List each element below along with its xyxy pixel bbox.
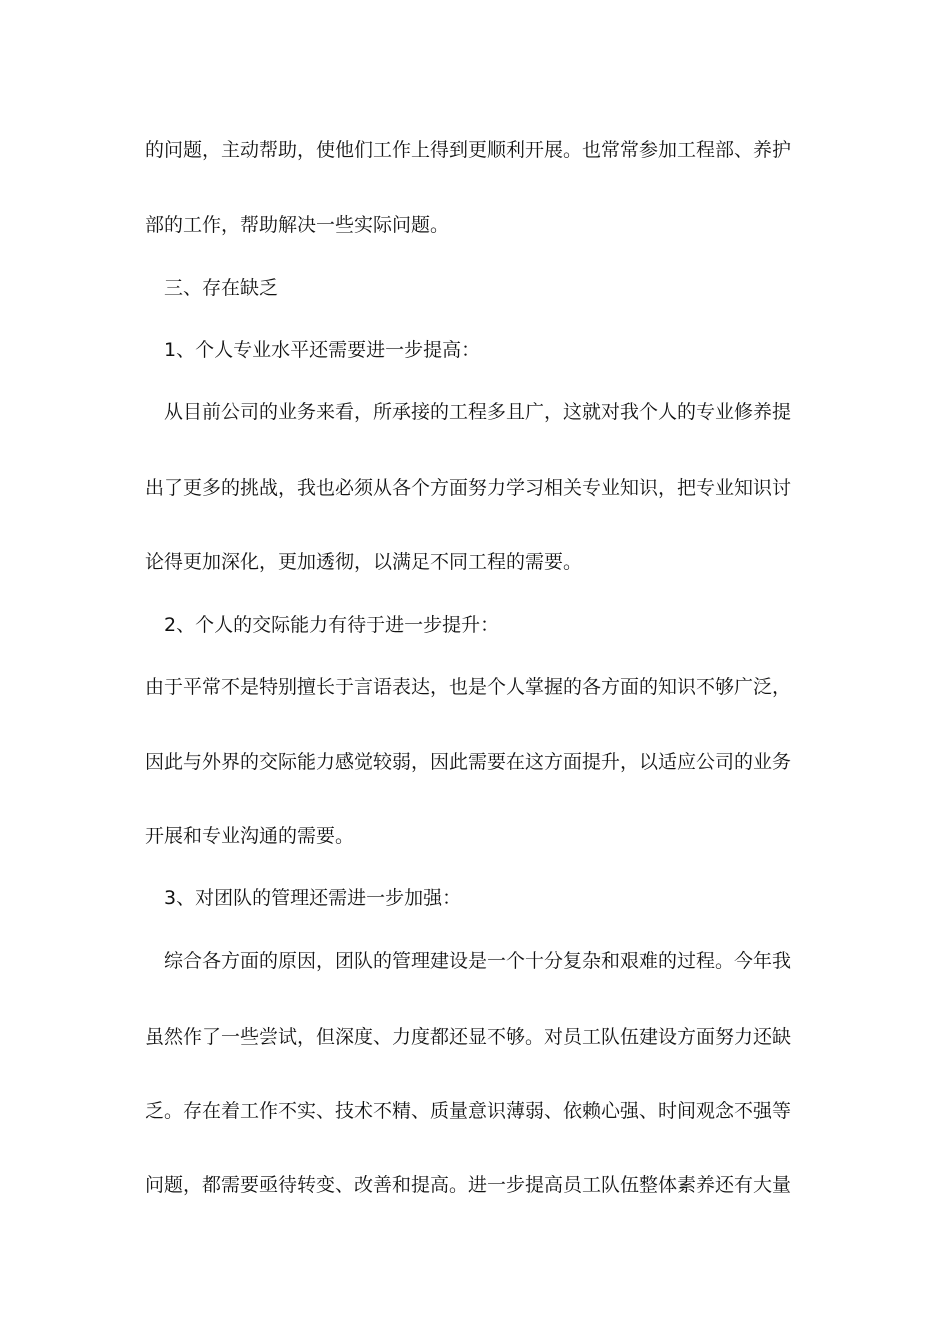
subsection-heading: 2、个人的交际能力有待于进一步提升： (164, 614, 500, 636)
paragraph-line: 由于平常不是特别擅长于言语表达，也是个人掌握的各方面的知识不够广泛， (145, 676, 792, 698)
paragraph-line: 综合各方面的原因，团队的管理建设是一个十分复杂和艰难的过程。今年我 (164, 950, 792, 972)
subsection-heading: 1、个人专业水平还需要进一步提高： (164, 339, 481, 361)
paragraph-line: 虽然作了一些尝试，但深度、力度都还显不够。对员工队伍建设方面努力还缺 (145, 1026, 792, 1048)
paragraph-line: 因此与外界的交际能力感觉较弱，因此需要在这方面提升，以适应公司的业务 (145, 751, 792, 773)
paragraph-line: 乏。存在着工作不实、技术不精、质量意识薄弱、依赖心强、时间观念不强等 (145, 1100, 792, 1122)
paragraph-line: 论得更加深化，更加透彻，以满足不同工程的需要。 (145, 551, 583, 573)
paragraph-line: 问题，都需要亟待转变、改善和提高。进一步提高员工队伍整体素养还有大量 (145, 1174, 792, 1196)
paragraph-line: 开展和专业沟通的需要。 (145, 825, 355, 847)
paragraph-line: 从目前公司的业务来看，所承接的工程多且广，这就对我个人的专业修养提 (164, 401, 792, 423)
paragraph-line: 出了更多的挑战，我也必须从各个方面努力学习相关专业知识，把专业知识讨 (145, 477, 792, 499)
section-heading: 三、存在缺乏 (164, 277, 279, 299)
paragraph-line: 的问题，主动帮助，使他们工作上得到更顺利开展。也常常参加工程部、养护 (145, 139, 792, 161)
paragraph-line: 部的工作，帮助解决一些实际问题。 (145, 214, 450, 236)
subsection-heading: 3、对团队的管理还需进一步加强： (164, 887, 462, 909)
